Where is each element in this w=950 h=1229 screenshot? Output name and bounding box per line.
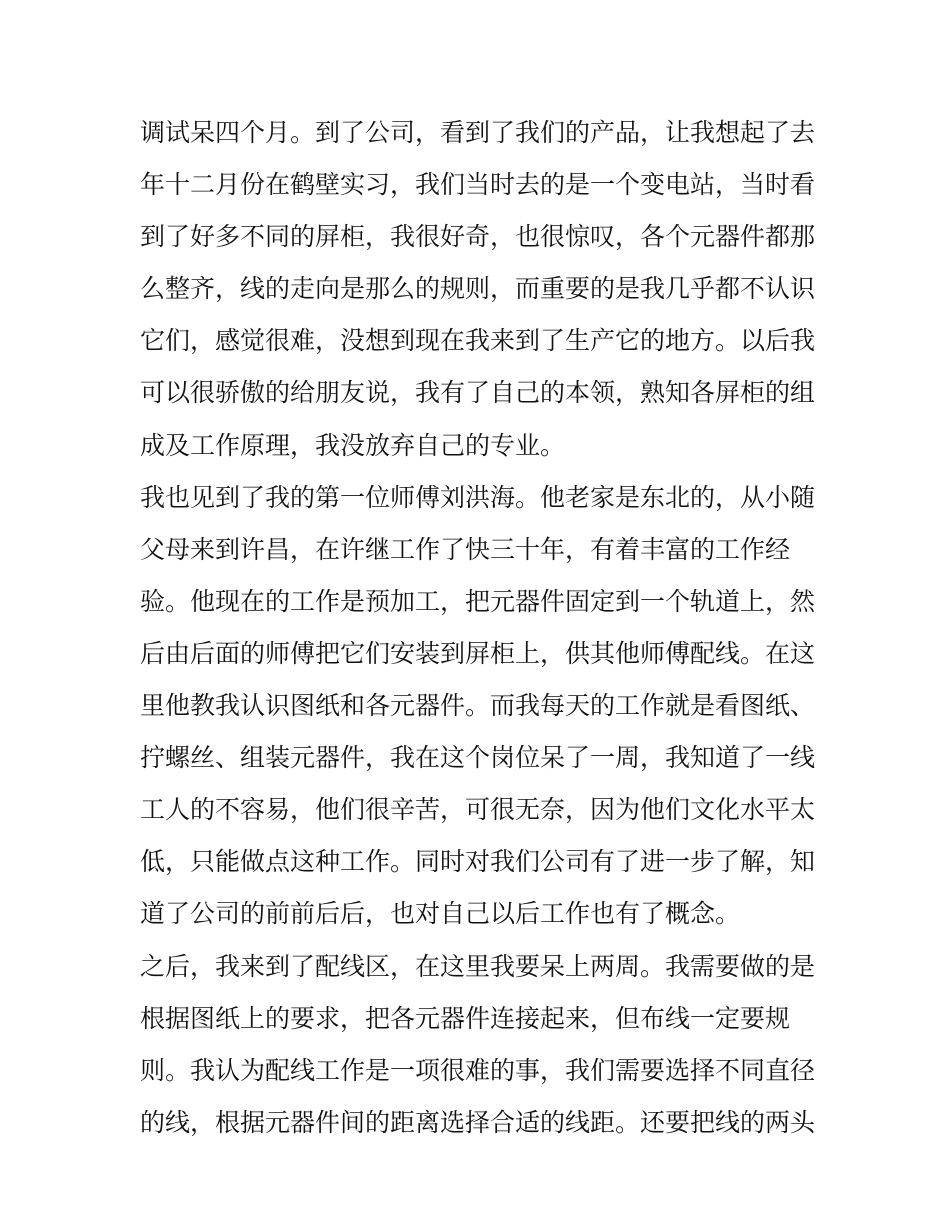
text-line: 父母来到许昌，在许继工作了快三十年，有着丰富的工作经: [140, 534, 791, 564]
text-line: 它们，感觉很难，没想到现在我来到了生产它的地方。以后我: [140, 326, 816, 356]
text-line: 验。他现在的工作是预加工，把元器件固定到一个轨道上，然: [140, 586, 816, 616]
text-line: 则。我认为配线工作是一项很难的事，我们需要选择不同直径: [140, 1055, 816, 1085]
text-line: 工人的不容易，他们很辛苦，可很无奈，因为他们文化水平太: [140, 795, 816, 825]
text-line: 后由后面的师傅把它们安装到屏柜上，供其他师傅配线。在这: [140, 638, 816, 668]
text-line: 么整齐，线的走向是那么的规则，而重要的是我几乎都不认识: [140, 274, 816, 304]
text-line: 成及工作原理，我没放弃自己的专业。: [140, 430, 566, 460]
text-line: 之后，我来到了配线区，在这里我要呆上两周。我需要做的是: [140, 951, 816, 981]
body-text: [140, 107, 820, 1149]
text-line: 根据图纸上的要求，把各元器件连接起来，但布线一定要规: [140, 1003, 791, 1033]
text-line: 的线，根据元器件间的距离选择合适的线距。还要把线的两头: [140, 1107, 816, 1137]
text-line: 我也见到了我的第一位师傅刘洪海。他老家是东北的，从小随: [140, 482, 816, 512]
text-line: 低，只能做点这种工作。同时对我们公司有了进一步了解，知: [140, 847, 816, 877]
text-line: 到了好多不同的屏柜，我很好奇，也很惊叹，各个元器件都那: [140, 222, 816, 252]
text-line: 道了公司的前前后后，也对自己以后工作也有了概念。: [140, 899, 741, 929]
text-line: 调试呆四个月。到了公司，看到了我们的产品，让我想起了去: [140, 118, 816, 147]
text-line: 可以很骄傲的给朋友说，我有了自己的本领，熟知各屏柜的组: [140, 378, 816, 408]
text-line: 拧螺丝、组装元器件，我在这个岗位呆了一周，我知道了一线: [140, 743, 816, 773]
text-line: 年十二月份在鹤壁实习，我们当时去的是一个变电站，当时看: [140, 170, 816, 200]
text-line: 里他教我认识图纸和各元器件。而我每天的工作就是看图纸、: [140, 691, 816, 721]
